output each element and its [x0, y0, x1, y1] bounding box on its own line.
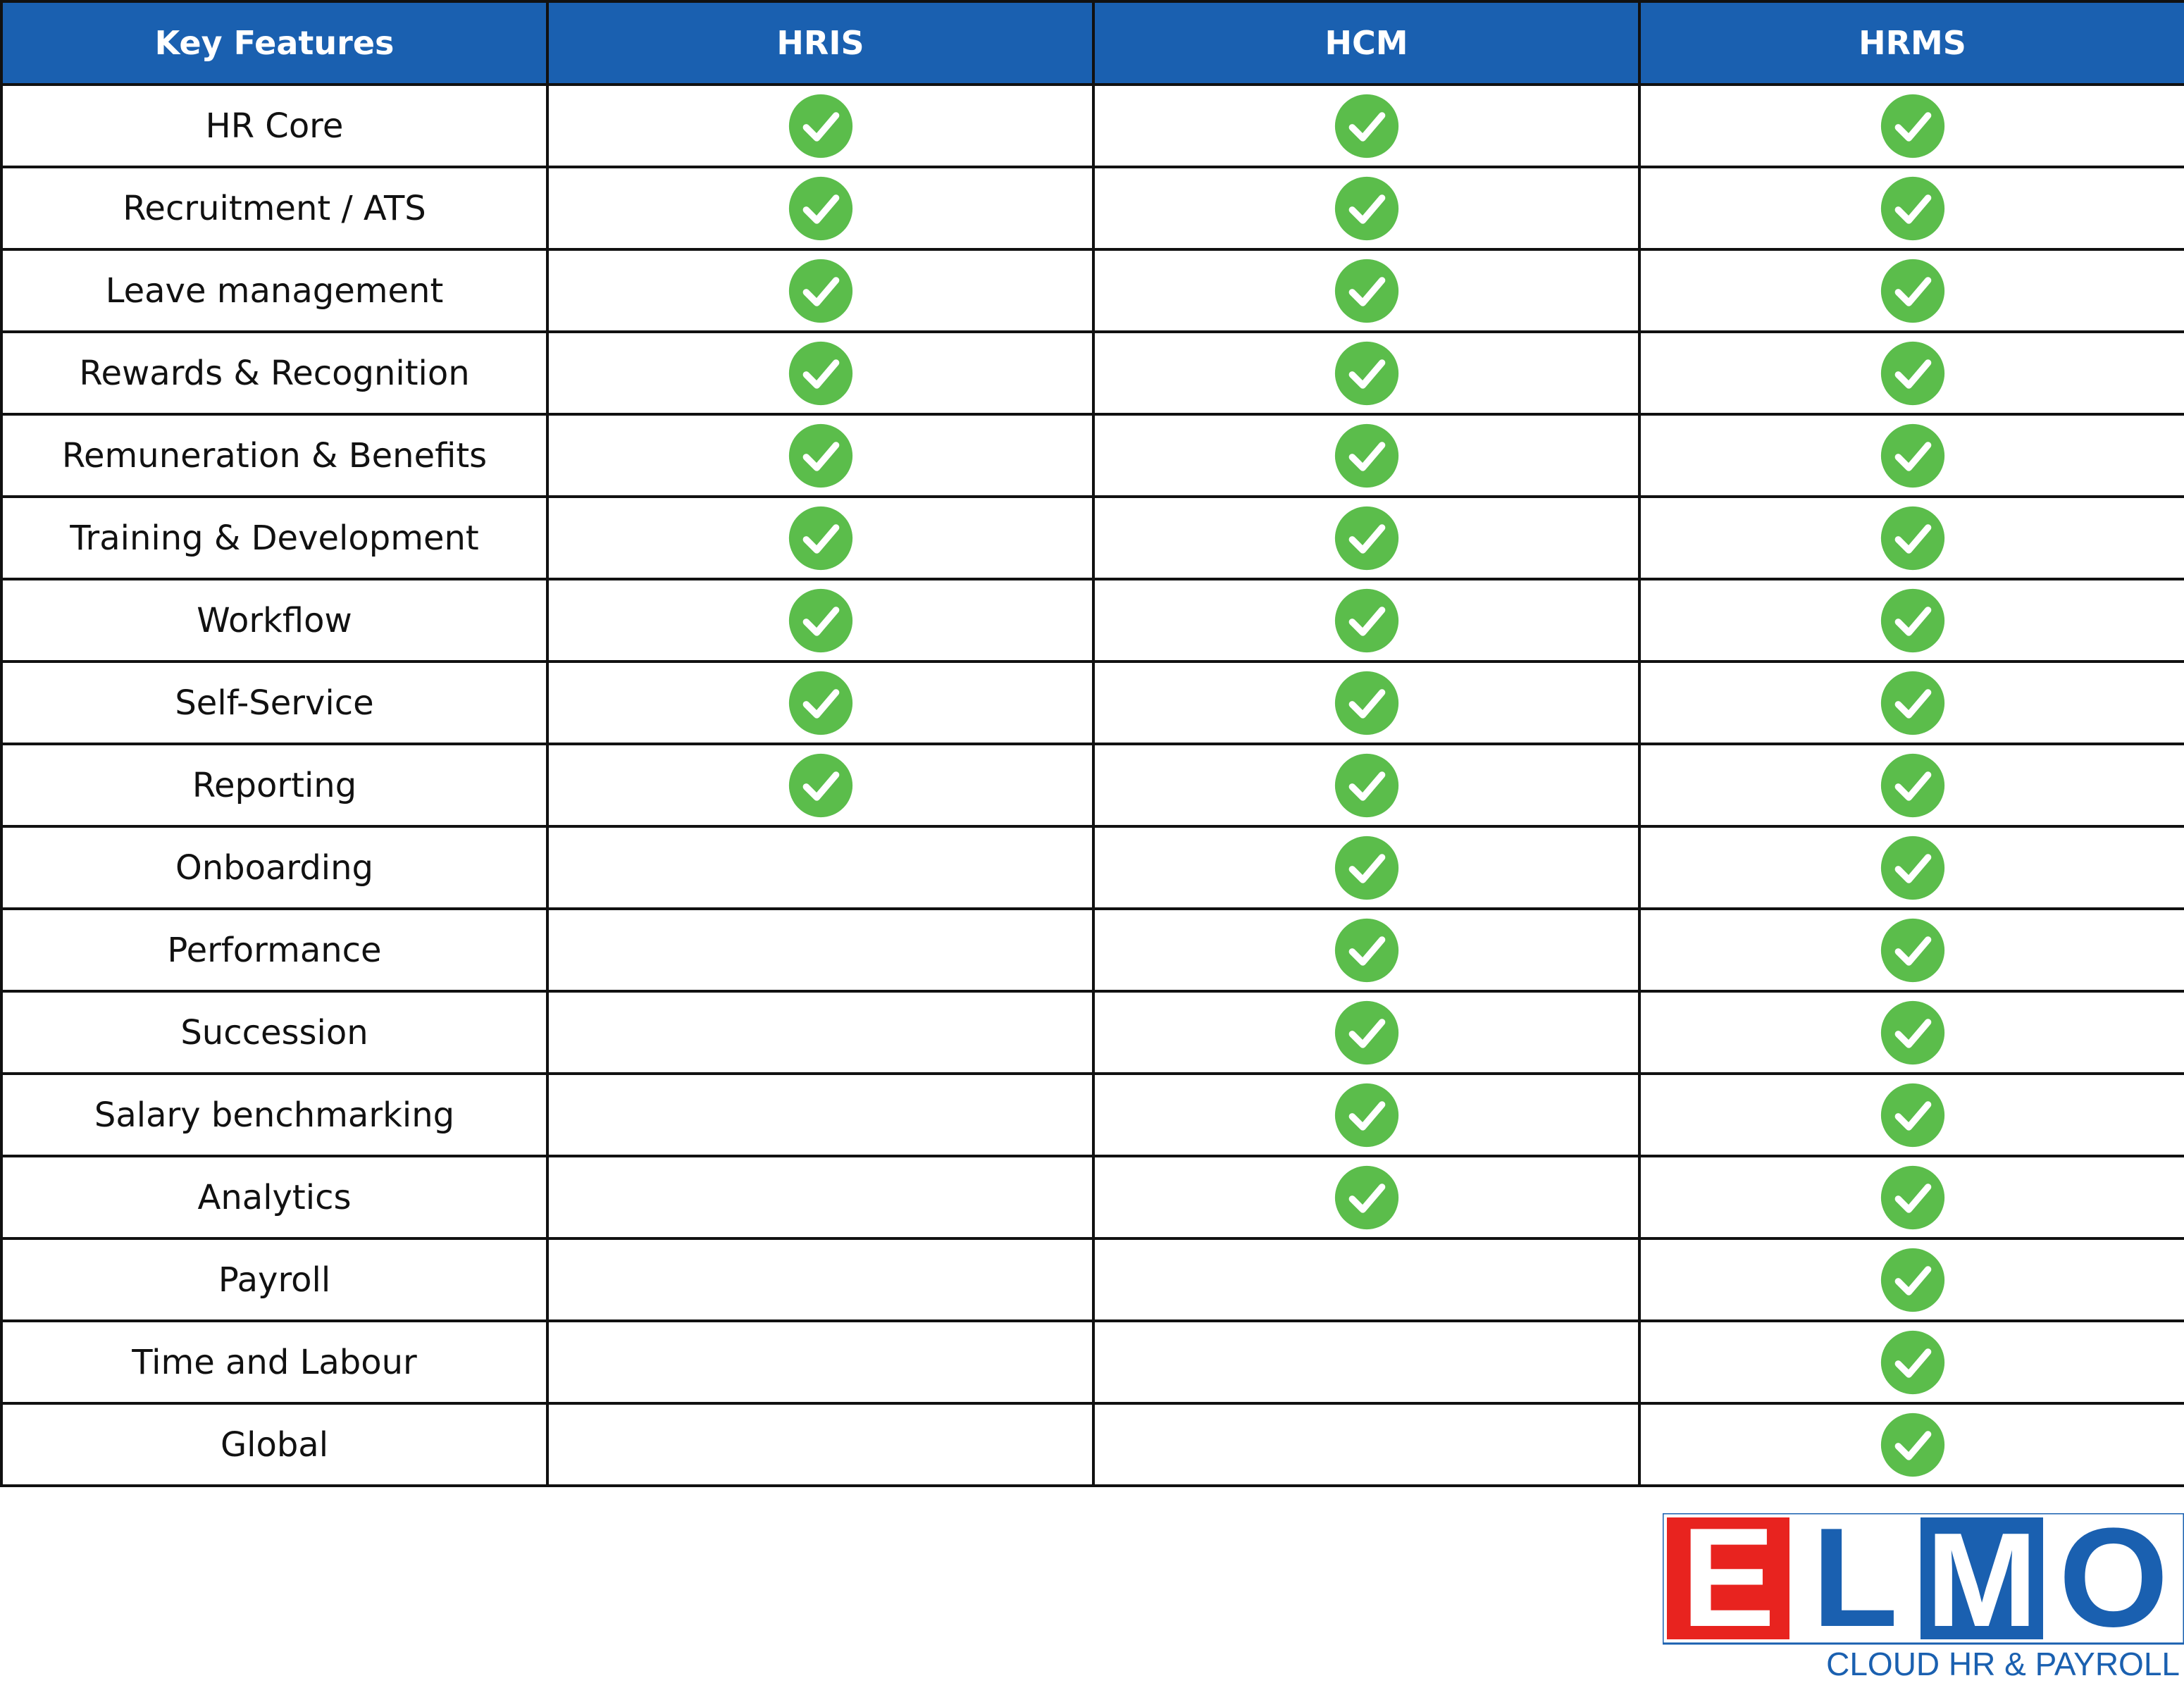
checkmark-circle-icon — [788, 175, 854, 242]
hcm-cell — [1093, 1156, 1639, 1238]
hris-cell — [547, 249, 1093, 332]
checkmark-circle-icon — [1334, 1082, 1400, 1148]
checkmark-circle-icon — [1334, 340, 1400, 406]
hris-cell — [547, 991, 1093, 1074]
hris-cell — [547, 579, 1093, 662]
hcm-cell — [1093, 1074, 1639, 1156]
checkmark-circle-icon — [1880, 423, 1946, 489]
table-row — [1, 332, 2184, 414]
hris-cell — [547, 1403, 1093, 1486]
hcm-cell — [1093, 167, 1639, 249]
hris-cell — [547, 1074, 1093, 1156]
checkmark-circle-icon — [1880, 93, 1946, 159]
checkmark-circle-icon — [788, 752, 854, 819]
feature-name-cell: Global — [1, 1403, 547, 1486]
hris-cell — [547, 85, 1093, 167]
table-row — [1, 1403, 2184, 1486]
checkmark-circle-icon — [1334, 1165, 1400, 1231]
checkmark-circle-icon — [1880, 670, 1946, 736]
checkmark-circle-icon — [788, 670, 854, 736]
hcm-cell — [1093, 579, 1639, 662]
header-row — [1, 1, 2184, 85]
checkmark-circle-icon — [788, 340, 854, 406]
hcm-cell — [1093, 909, 1639, 991]
hrms-cell — [1639, 1074, 2184, 1156]
checkmark-circle-icon — [1334, 752, 1400, 819]
hrms-cell — [1639, 1403, 2184, 1486]
hrms-cell — [1639, 414, 2184, 497]
hris-cell — [547, 332, 1093, 414]
feature-name-cell: Leave management — [1, 249, 547, 332]
checkmark-circle-icon — [1880, 505, 1946, 571]
feature-name-cell: Training & Development — [1, 497, 547, 579]
table-row — [1, 744, 2184, 826]
checkmark-circle-icon — [1880, 1329, 1946, 1396]
checkmark-circle-icon — [1880, 1165, 1946, 1231]
hcm-cell — [1093, 332, 1639, 414]
header-hrms: HRMS — [1639, 1, 2184, 85]
header-hcm: HCM — [1093, 1, 1639, 85]
checkmark-circle-icon — [1880, 1082, 1946, 1148]
checkmark-circle-icon — [1334, 505, 1400, 571]
checkmark-circle-icon — [1880, 1000, 1946, 1066]
table-row — [1, 579, 2184, 662]
checkmark-circle-icon — [1334, 258, 1400, 324]
hris-cell — [547, 1321, 1093, 1403]
checkmark-circle-icon — [788, 258, 854, 324]
hcm-cell — [1093, 826, 1639, 909]
feature-name-cell: Rewards & Recognition — [1, 332, 547, 414]
table-row — [1, 85, 2184, 167]
elmo-logo — [1663, 1513, 2184, 1683]
feature-name-cell: Remuneration & Benefits — [1, 414, 547, 497]
hris-cell — [547, 414, 1093, 497]
table-row — [1, 497, 2184, 579]
hrms-cell — [1639, 167, 2184, 249]
checkmark-circle-icon — [1880, 175, 1946, 242]
hcm-cell — [1093, 991, 1639, 1074]
header-hris: HRIS — [547, 1, 1093, 85]
hcm-cell — [1093, 1403, 1639, 1486]
logo-letter-l: L — [1811, 1513, 1899, 1656]
hrms-cell — [1639, 85, 2184, 167]
feature-name-cell: Payroll — [1, 1238, 547, 1321]
table-row — [1, 249, 2184, 332]
table-row — [1, 167, 2184, 249]
checkmark-circle-icon — [1880, 1247, 1946, 1313]
checkmark-circle-icon — [788, 505, 854, 571]
table-row — [1, 414, 2184, 497]
checkmark-circle-icon — [1334, 835, 1400, 901]
checkmark-circle-icon — [1880, 752, 1946, 819]
hcm-cell — [1093, 662, 1639, 744]
hrms-cell — [1639, 744, 2184, 826]
table-body — [1, 85, 2184, 1486]
logo-letter-m: M — [1925, 1513, 2038, 1655]
feature-name-cell: Performance — [1, 909, 547, 991]
table-row — [1, 1156, 2184, 1238]
hrms-cell — [1639, 1321, 2184, 1403]
table-row — [1, 826, 2184, 909]
checkmark-circle-icon — [1334, 1000, 1400, 1066]
checkmark-circle-icon — [1334, 93, 1400, 159]
hrms-cell — [1639, 332, 2184, 414]
feature-name-cell: Onboarding — [1, 826, 547, 909]
hrms-cell — [1639, 909, 2184, 991]
checkmark-circle-icon — [1334, 175, 1400, 242]
checkmark-circle-icon — [788, 588, 854, 654]
logo-letter-o: O — [2059, 1513, 2169, 1656]
feature-name-cell: Succession — [1, 991, 547, 1074]
checkmark-circle-icon — [1880, 588, 1946, 654]
feature-name-cell: Analytics — [1, 1156, 547, 1238]
hris-cell — [547, 497, 1093, 579]
hcm-cell — [1093, 497, 1639, 579]
hcm-cell — [1093, 414, 1639, 497]
table-row — [1, 991, 2184, 1074]
hcm-cell — [1093, 744, 1639, 826]
hrms-cell — [1639, 1238, 2184, 1321]
checkmark-circle-icon — [1334, 588, 1400, 654]
hris-cell — [547, 662, 1093, 744]
hrms-cell — [1639, 826, 2184, 909]
hcm-cell — [1093, 1238, 1639, 1321]
feature-name-cell: Time and Labour — [1, 1321, 547, 1403]
checkmark-circle-icon — [1880, 835, 1946, 901]
table-row — [1, 1074, 2184, 1156]
hrms-cell — [1639, 579, 2184, 662]
hcm-cell — [1093, 249, 1639, 332]
hrms-cell — [1639, 662, 2184, 744]
feature-name-cell: HR Core — [1, 85, 547, 167]
hcm-cell — [1093, 85, 1639, 167]
checkmark-circle-icon — [1334, 423, 1400, 489]
table-row — [1, 1321, 2184, 1403]
hris-cell — [547, 1238, 1093, 1321]
table-row — [1, 662, 2184, 744]
hrms-cell — [1639, 1156, 2184, 1238]
header-key-features: Key Features — [1, 1, 547, 85]
checkmark-circle-icon — [1880, 1412, 1946, 1478]
hris-cell — [547, 826, 1093, 909]
feature-name-cell: Self-Service — [1, 662, 547, 744]
hris-cell — [547, 1156, 1093, 1238]
hris-cell — [547, 909, 1093, 991]
checkmark-circle-icon — [1334, 917, 1400, 983]
feature-name-cell: Workflow — [1, 579, 547, 662]
hrms-cell — [1639, 991, 2184, 1074]
checkmark-circle-icon — [1880, 340, 1946, 406]
logo-tagline: CLOUD HR & PAYROLL — [1826, 1646, 2180, 1682]
feature-name-cell: Salary benchmarking — [1, 1074, 547, 1156]
feature-name-cell: Recruitment / ATS — [1, 167, 547, 249]
table-row — [1, 909, 2184, 991]
hrms-cell — [1639, 497, 2184, 579]
checkmark-circle-icon — [788, 423, 854, 489]
checkmark-circle-icon — [788, 93, 854, 159]
logo-letter-e: E — [1681, 1513, 1775, 1656]
hrms-cell — [1639, 249, 2184, 332]
hris-cell — [547, 744, 1093, 826]
checkmark-circle-icon — [1880, 917, 1946, 983]
hris-cell — [547, 167, 1093, 249]
checkmark-circle-icon — [1334, 670, 1400, 736]
checkmark-circle-icon — [1880, 258, 1946, 324]
table-row — [1, 1238, 2184, 1321]
feature-name-cell: Reporting — [1, 744, 547, 826]
hcm-cell — [1093, 1321, 1639, 1403]
